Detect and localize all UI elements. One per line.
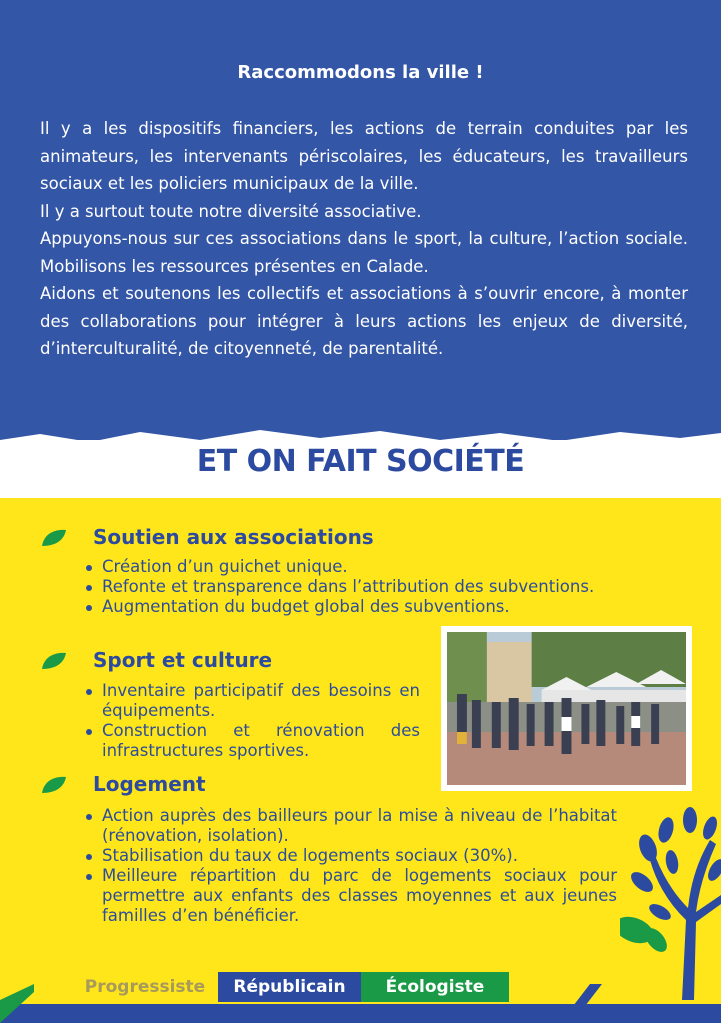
section-title: ET ON FAIT SOCIÉTÉ (196, 444, 525, 479)
intro-title: Raccommodons la ville ! (237, 62, 484, 83)
intro-paragraph: Aidons et soutenons les collectifs et associations à s’ouvrir encore, à monter des collaborations pour intégrer à leurs actions les enjeux de diversité, d’interculturalité, de citoyenneté, de parentalité. (40, 284, 688, 358)
intro-paragraph: Appuyons-nous sur ces associations dans le sport, la culture, l’action sociale. Mobilisons les ressources présentes en Calade. (40, 229, 688, 276)
block-title-logement: Logement (93, 772, 206, 796)
list-item: Action auprès des bailleurs pour la mise à niveau de l’habitat (rénovation, isolation). (80, 806, 617, 846)
list-item: Meilleure répartition du parc de logements sociaux pour permettre aux enfants des classes moyennes et aux jeunes familles d’en bénéficier. (80, 866, 617, 926)
list-item: Refonte et transparence dans l’attribution des subventions. (80, 577, 680, 597)
associations-list (80, 557, 680, 617)
block-title-sport-culture: Sport et culture (93, 648, 273, 672)
list-item: Stabilisation du taux de logements sociaux (30%). (80, 846, 617, 866)
tag-republicain: Républicain (218, 972, 361, 1002)
list-item: Création d’un guichet unique. (80, 557, 680, 577)
association-fair-photo (441, 626, 692, 791)
leaf-icon (40, 528, 68, 548)
list-item: Inventaire participatif des besoins en équipements. (80, 681, 420, 721)
list-item: Augmentation du budget global des subventions. (80, 597, 680, 617)
tag-progressiste: Progressiste (72, 972, 218, 1002)
list-item: Construction et rénovation des infrastructures sportives. (80, 721, 420, 761)
intro-paragraph: Il y a surtout toute notre diversité associative. (40, 201, 422, 221)
intro-text (40, 115, 688, 363)
intro-paragraph: Il y a les dispositifs financiers, les actions de terrain conduites par les animateurs, les intervenants périscolaires, les éducateurs, les travailleurs sociaux et les policiers municipaux de la ville. (40, 119, 688, 193)
leaf-icon (40, 775, 68, 795)
block-title-associations: Soutien aux associations (93, 525, 374, 549)
leaf-icon (40, 651, 68, 671)
sport-culture-list (80, 681, 420, 761)
logement-list (80, 806, 617, 926)
tag-ecologiste: Écologiste (361, 972, 509, 1002)
